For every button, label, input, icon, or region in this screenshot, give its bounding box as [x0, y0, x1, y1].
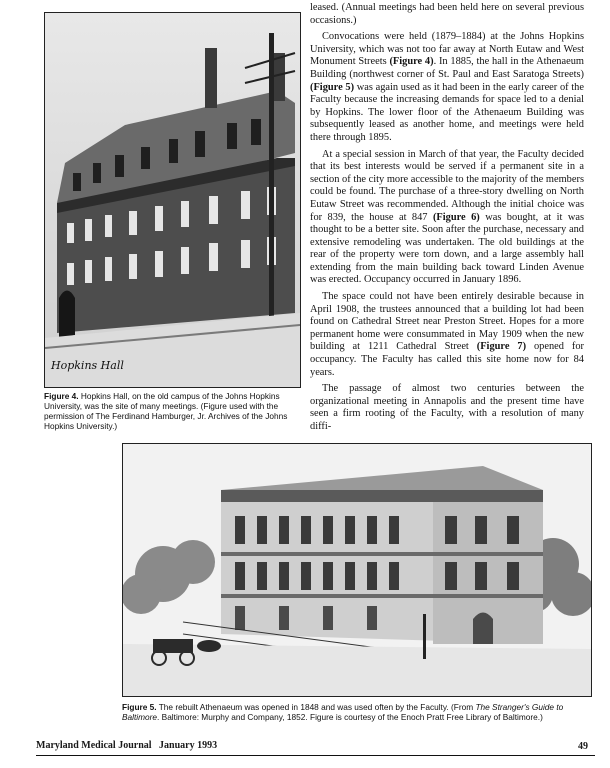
page-number: 49 — [578, 741, 588, 752]
figure-6-ref: (Figure 6) — [432, 211, 480, 223]
paragraph-5: The passage of almost two centuries between the organizational meeting in Annapolis and the present time have seen a firm rooting of the Faculty, with a resolution of many diffi- — [310, 383, 584, 432]
figure-4-caption-text: Hopkins Hall, on the old campus of the Johns Hopkins University, was the site of many meetings. (Figure used with the permission of The Ferdinand Hamburger, Jr. Archives of the Johns Hopkins University.) — [44, 391, 288, 431]
figure-5-photo — [122, 443, 592, 697]
journal-footer: Maryland Medical Journal January 1993 — [36, 740, 218, 751]
article-body — [310, 2, 584, 438]
figure-7-ref: (Figure 7) — [476, 341, 527, 353]
footer-rule — [36, 755, 595, 756]
figure-4-photo — [44, 12, 301, 388]
figure-4-ref: (Figure 4) — [389, 56, 434, 68]
figure-5-label: Figure 5. — [122, 702, 157, 712]
figure-5-caption: Figure 5. The rebuilt Athenaeum was opened in 1848 and was used often by the Faculty. (From The Stranger's Guide to Baltimore. Baltimore: Murphy and Company, 1852. Figure is courtesy of the Enoch Pratt Free Library of Baltimore.) — [122, 702, 564, 722]
paragraph-2: Convocations were held (1879–1884) at the Johns Hopkins University, which was not too far away at North Eutaw and West Monument Streets (Figure 4). In 1885, the hall in the Athenaeum Building (northwest corner of St. Paul and East Saratoga Streets) (Figure 5) was again used as it had been in the early career of the Faculty because the increasing demands for space led to a denial by Hopkins. The lower floor of the Athenaeum Building was subsequently leased as another home, and meetings were held there through 1895. — [310, 31, 585, 143]
photo-inscription: Hopkins Hall — [51, 359, 124, 372]
paragraph-4: The space could not have been entirely desirable because in April 1908, the trustees announced that a building lot had been found on Cathedral Street near Preston Street. Hopes for a more permanent home were consummated in May 1909 when the new building at 1211 Cathedral Street (Figure 7) opened for occupancy. The Faculty has called this site home now for 84 years. — [310, 291, 584, 378]
paragraph-3: At a special session in March of that year, the Faculty decided that its best interests would be served if a permanent site in a section of the city more accessible to the majority of the members could be found. The purchase of a three-story dwelling on North Eutaw Street was recommended. Although the initial choice was for 839, the house at 847 (Figure 6) was bought, at it was thought to be a better site. Soon after the purchase, necessary and extensive remodeling was undertaken. The old buildings at the rear of the property were torn down, and a large assembly hall extending from the main building back toward Linden Avenue was erected. Occupancy occurred in January 1896. — [310, 148, 585, 286]
athenaeum-engraving — [123, 444, 591, 696]
paragraph-1: leased. (Annual meetings had been held here on several previous occasions.) — [310, 2, 584, 26]
figure-5-ref: (Figure 5) — [310, 81, 355, 93]
figure-5-source-title: The Stranger's Guide to Baltimore — [122, 702, 564, 722]
figure-4-caption — [44, 391, 300, 431]
hopkins-hall-illustration — [45, 13, 300, 387]
figure-4-label: Figure 4. — [44, 391, 79, 401]
